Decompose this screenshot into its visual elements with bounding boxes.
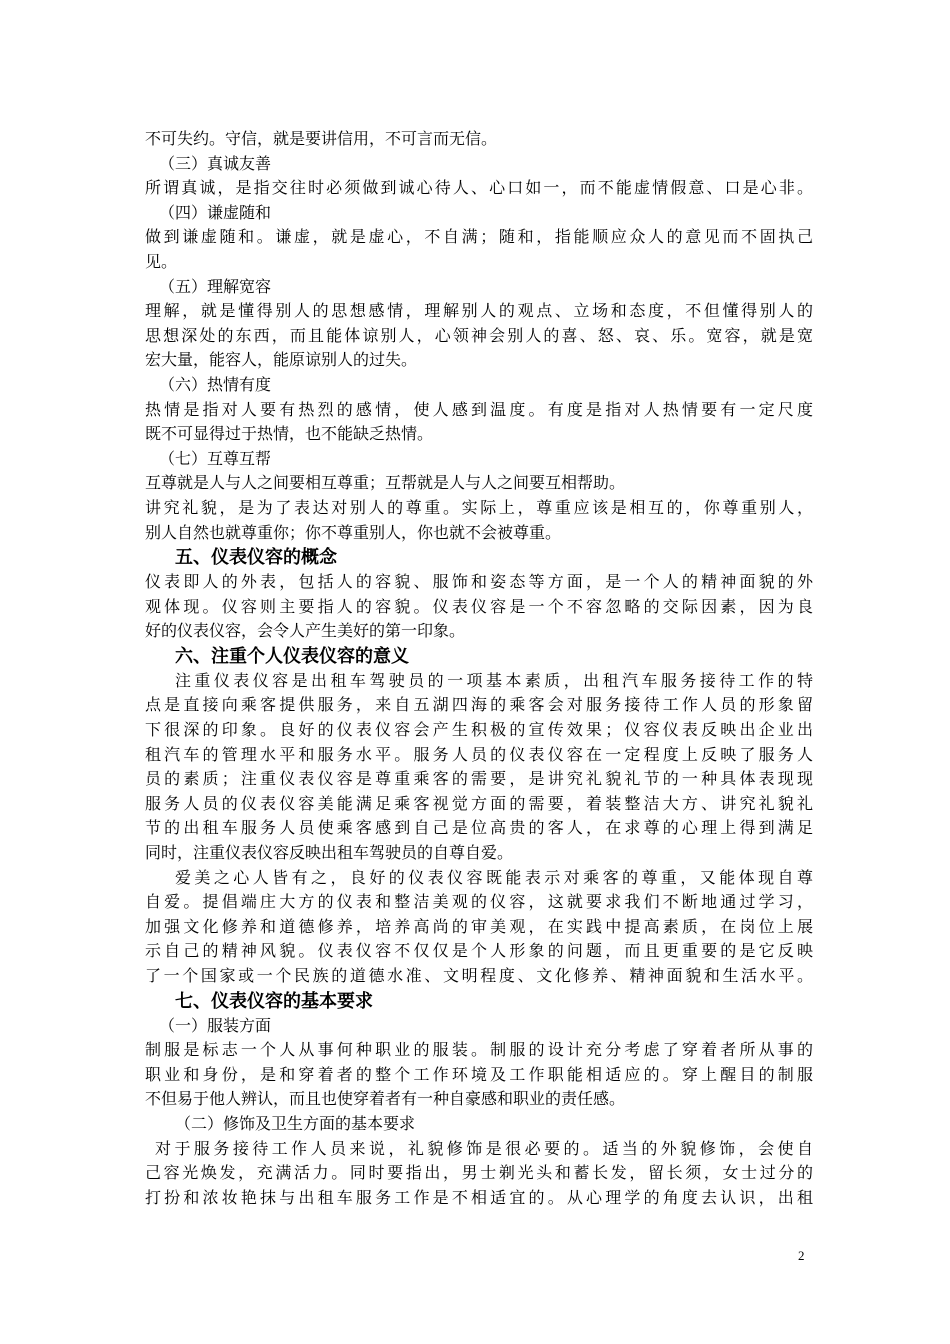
paragraph-line: 己容光焕发，充满活力。同时要指出，男士剃光头和蓄长发，留长须，女士过分的 bbox=[145, 1163, 813, 1183]
paragraph-line: 理解，就是懂得别人的思想感情，理解别人的观点、立场和态度，不但懂得别人的 bbox=[145, 301, 813, 321]
paragraph-line: 互尊就是人与人之间要相互尊重；互帮就是人与人之间要互相帮助。 bbox=[145, 473, 626, 493]
paragraph-line: 自爱。提倡端庄大方的仪表和整洁美观的仪容，这就要求我们不断地通过学习， bbox=[145, 892, 813, 912]
paragraph-line: 所谓真诚，是指交往时必须做到诚心待人、心口如一，而不能虚情假意、口是心非。 bbox=[145, 178, 813, 198]
paragraph-line: 热情是指对人要有热烈的感情，使人感到温度。有度是指对人热情要有一定尺度 bbox=[145, 399, 813, 419]
paragraph-line: 示自己的精神风貌。仪表仪容不仅仅是个人形象的问题，而且更重要的是它反映 bbox=[145, 941, 813, 961]
paragraph-line: 别人自然也就尊重你；你不尊重别人，你也就不会被尊重。 bbox=[145, 522, 562, 542]
paragraph-line: 既不可显得过于热情，也不能缺乏热情。 bbox=[145, 424, 434, 444]
paragraph-line: 讲究礼貌，是为了表达对别人的尊重。实际上，尊重应该是相互的，你尊重别人， bbox=[145, 497, 813, 517]
section-heading: 七、仪表仪容的基本要求 bbox=[175, 990, 373, 1012]
page-number: 2 bbox=[798, 1248, 805, 1263]
paragraph-line: 不可失约。守信，就是要讲信用，不可言而无信。 bbox=[145, 129, 498, 148]
page-body bbox=[145, 127, 813, 1210]
paragraph-line: 见。 bbox=[145, 251, 178, 271]
subheading: （六）热情有度 bbox=[159, 374, 272, 394]
paragraph-line: 观体现。仪容则主要指人的容貌。仪表仪容是一个不容忽略的交际因素，因为良 bbox=[145, 596, 813, 616]
paragraph-line: 节的出租车服务人员使乘客感到自己是位高贵的客人，在求尊的心理上得到满足 bbox=[145, 818, 813, 838]
subheading: （三）真诚友善 bbox=[159, 153, 272, 173]
subheading: （二）修饰及卫生方面的基本要求 bbox=[175, 1113, 416, 1133]
paragraph-line: 点是直接向乘客提供服务，来自五湖四海的乘客会对服务接待工作人员的形象留 bbox=[145, 695, 813, 715]
paragraph-line: 打扮和浓妆艳抹与出租车服务工作是不相适宜的。从心理学的角度去认识，出租 bbox=[145, 1187, 813, 1207]
subheading: （一）服装方面 bbox=[159, 1015, 272, 1035]
paragraph-line: 制服是标志一个人从事何种职业的服装。制服的设计充分考虑了穿着者所从事的 bbox=[145, 1040, 813, 1060]
subheading: （五）理解宽容 bbox=[159, 276, 272, 296]
paragraph-line: 做到谦虚随和。谦虚，就是虚心，不自满；随和，指能顺应众人的意见而不固执己 bbox=[145, 227, 813, 247]
paragraph-line: 好的仪表仪容，会令人产生美好的第一印象。 bbox=[145, 621, 466, 641]
paragraph-line: 员的素质；注重仪表仪容是尊重乘客的需要，是讲究礼貌礼节的一种具体表现现 bbox=[145, 769, 813, 789]
paragraph-line: 对于服务接待工作人员来说，礼貌修饰是很必要的。适当的外貌修饰，会使自 bbox=[155, 1138, 813, 1158]
paragraph-line: 不但易于他人辨认，而且也使穿着者有一种自豪感和职业的责任感。 bbox=[145, 1089, 626, 1109]
paragraph-line: 租汽车的管理水平和服务水平。服务人员的仪表仪容在一定程度上反映了服务人 bbox=[145, 744, 813, 764]
paragraph-line: 了一个国家或一个民族的道德水准、文明程度、文化修养、精神面貌和生活水平。 bbox=[145, 966, 813, 985]
paragraph-line: 下很深的印象。良好的仪表仪容会产生积极的宣传效果；仪容仪表反映出企业出 bbox=[145, 720, 813, 740]
section-heading: 六、注重个人仪表仪容的意义 bbox=[175, 645, 409, 667]
subheading: （七）互尊互帮 bbox=[159, 448, 272, 468]
subheading: （四）谦虚随和 bbox=[159, 202, 272, 222]
section-heading: 五、仪表仪容的概念 bbox=[175, 547, 337, 569]
paragraph-line: 职业和身份，是和穿着者的整个工作环境及工作职能相适应的。穿上醒目的制服 bbox=[145, 1064, 813, 1084]
paragraph-line: 仪表即人的外表，包括人的容貌、服饰和姿态等方面，是一个人的精神面貌的外 bbox=[145, 572, 813, 592]
paragraph-line: 服务人员的仪表仪容美能满足乘客视觉方面的需要，着装整洁大方、讲究礼貌礼 bbox=[145, 793, 813, 813]
paragraph-line: 注重仪表仪容是出租车驾驶员的一项基本素质，出租汽车服务接待工作的特 bbox=[175, 670, 813, 690]
paragraph-line: 加强文化修养和道德修养，培养高尚的审美观，在实践中提高素质，在岗位上展 bbox=[145, 916, 813, 936]
paragraph-line: 爱美之心人皆有之，良好的仪表仪容既能表示对乘客的尊重，又能体现自尊 bbox=[175, 867, 813, 887]
paragraph-line: 宏大量，能容人，能原谅别人的过失。 bbox=[145, 350, 418, 370]
paragraph-line: 同时，注重仪表仪容反映出租车驾驶员的自尊自爱。 bbox=[145, 843, 514, 863]
paragraph-line: 思想深处的东西，而且能体谅别人，心领神会别人的喜、怒、哀、乐。宽容，就是宽 bbox=[145, 325, 813, 345]
